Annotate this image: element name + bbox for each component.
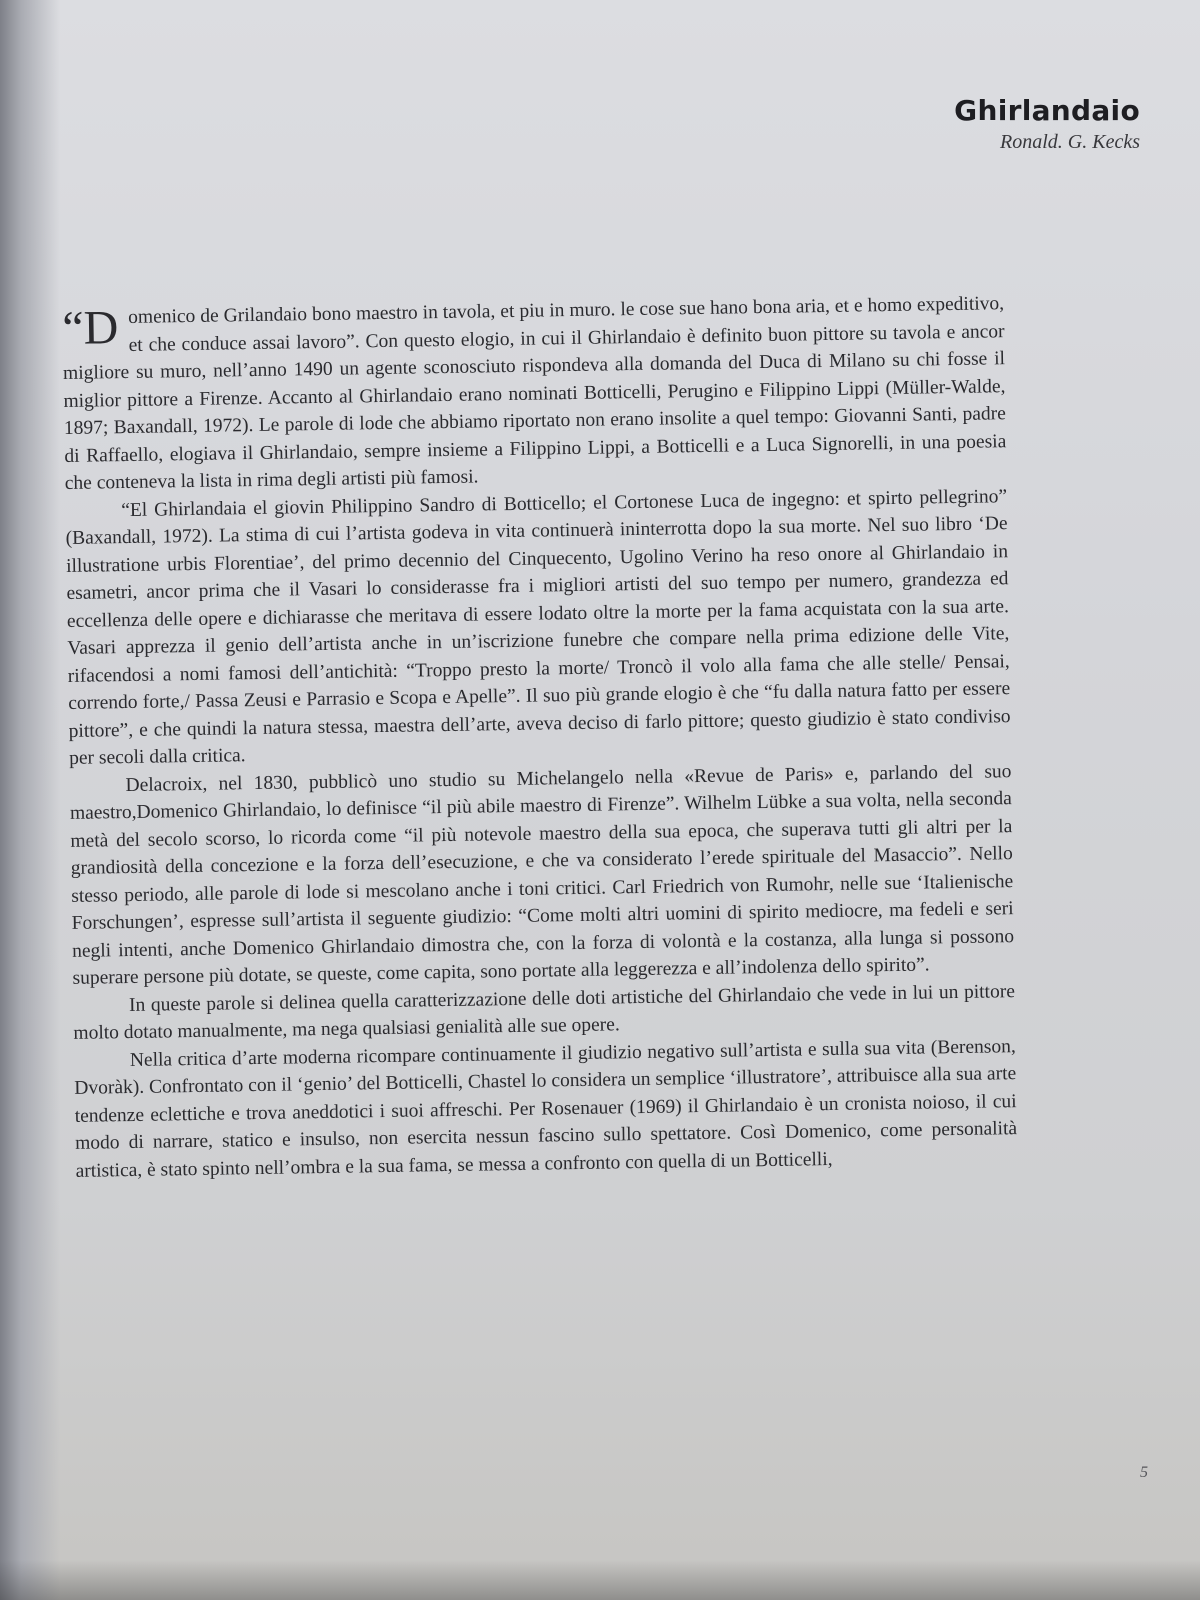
paragraph-1-text: omenico de Grilandaio bono maestro in tavola, et piu in muro. le cose sue hano bona aria, et e homo expeditivo, et che conduce assai lavoro”. Con questo elogio, in cui il Ghirlandaio è definito buon pittore su tavola e ancor migliore su muro, nell’anno 1490 un agente sconosciuto rispondeva alla domanda del Duca di Milano su chi fosse il miglior pittore a Firenze. Accanto al Ghirlandaio erano nominati Botticelli, Perugino e Filippino Lippi (Müller-Walde, 1897; Baxandall, 1972). Le parole di lode che abbiamo riportato non erano insolite a quel tempo: Giovanni Santi, padre di Raffaello, elogiava il Ghirlandaio, sempre insieme a Filippino Lippi, a Botticelli e a Luca Signorelli, in una poesia che conteneva la lista in rima degli artisti più famosi. [62,293,1007,494]
drop-cap [61,301,119,355]
article-body [62,290,1018,1185]
paragraph-2: “El Ghirlandaia el giovin Philippino Sandro di Botticello; el Cortonese Luca de ingegno: et spirto pellegrino” (Baxandall, 1972). La stima di cui l’artista godeva in vita continuerà ininterrotta dopo la sua morte. Nel suo libro ‘De illustratione urbis Florentiae’, del primo decennio del Cinquecento, Ugolino Verino ha reso onore al Ghirlandaio in esametri, ancor prima che il Vasari lo considerasse fra i migliori artisti del suo tempo per numero, grandezza ed eccellenza delle opere e dichiarasse che meritava di essere lodato oltre la morte per la fama acquistata con la sua arte. Vasari apprezza il genio dell’artista anche in un’iscrizione funebre che compare nella prima edizione delle Vite, rifacendosi a nomi famosi dell’antichità: “Troppo presto la morte/ Troncò il volo alla fama che alle stelle/ Pensai, correndo forte,/ Passa Zeusi e Parrasio e Scopa e Apelle”. Il suo più grande elogio è che “fu dalla natura fatto per essere pittore”, e che quindi la natura stessa, maestra dell’arte, aveva deciso di farlo pittore; questo giudizio è stato condiviso per secoli dalla critica. [65,485,1011,769]
drop-cap-quote: “ [61,301,85,355]
paragraph-5: Nella critica d’arte moderna ricompare continuamente il giudizio negativo sull’artista e sulla sua vita (Berenson, Dvoràk). Confrontato con il ‘genio’ del Botticelli, Chastel lo considera un semplice ‘illustratore’, attribuisce alla sua arte tendenze eclettiche e trova aneddotici i suoi affreschi. Per Rosenauer (1969) il Ghirlandaio è un cronista noioso, il cui modo di narrare, statico e insulso, non esercita nessun fascino sullo spettatore. Così Domenico, come personalità artistica, è stato spinto nell’ombra e la sua fama, se messa a confronto con quella di un Botticelli, [74,1035,1018,1182]
paragraph-4: In queste parole si delinea quella caratterizzazione delle doti artistiche del Ghirlandaio che vede in lui un pittore molto dotato manualmente, ma nega qualsiasi genialità alle sue opere. [73,980,1016,1044]
book-spine-shadow [0,0,60,1600]
paragraph-3: Delacroix, nel 1830, pubblicò uno studio su Michelangelo nella «Revue de Paris» e, parlando del suo maestro,Domenico Ghirlandaio, lo definisce “il più abile maestro di Firenze”. Wilhelm Lübke a sua volta, nella seconda metà del secolo scorso, lo ricorda come “il più notevole maestro della sua epoca, che superava tutti gli altri per la grandiosità della concezione e la forza dell’esecuzione, e che va considerato l’erede spirituale del Masaccio”. Nello stesso periodo, alle parole di lode si mescolano anche i toni critici. Carl Friedrich von Rumohr, nelle sue ‘Italienische Forschungen’, espresse sull’artista il seguente giudizio: “Come molti altri uomini di spirito mediocre, ma fedeli e seri negli intenti, anche Domenico Ghirlandaio dimostra che, con la forza di volontà e la costanza, alla lunga si possono superare persone più dotate, se queste, come capita, sono portate alla leggerezza e all’indolenza dello spirito”. [69,760,1015,989]
chapter-header [954,94,1140,154]
page-number: 5 [1140,1464,1148,1481]
paragraph-1 [62,290,1007,497]
chapter-title: Ghirlandaio [954,94,1140,127]
bottom-edge-shadow [0,1560,1200,1600]
chapter-author: Ronald. G. Kecks [1000,131,1140,153]
drop-cap-letter: D [83,301,119,355]
